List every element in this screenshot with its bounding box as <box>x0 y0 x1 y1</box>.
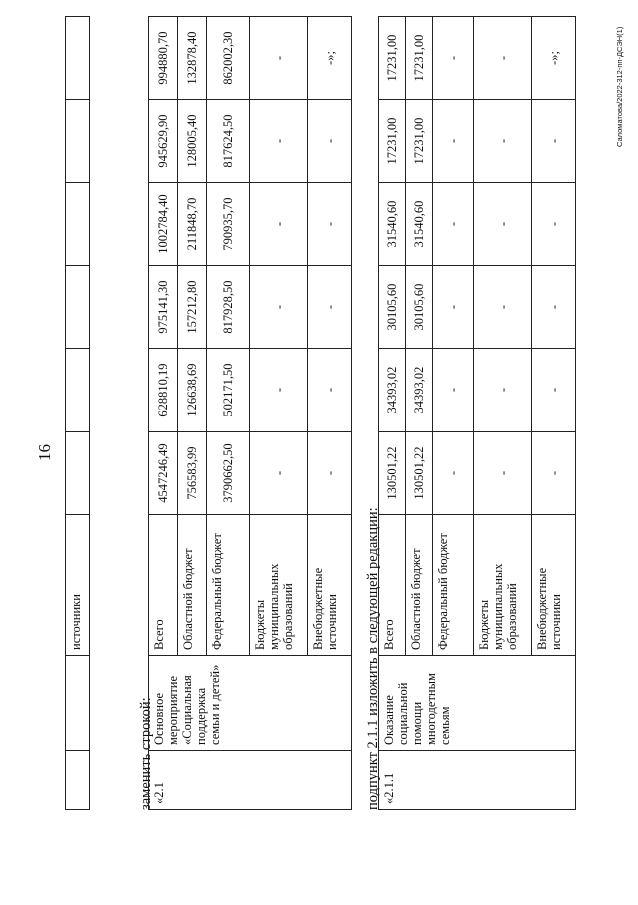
measure-table-2-1-1 <box>378 16 576 810</box>
amount-cell: - <box>433 432 474 515</box>
amount-cell: - <box>474 432 532 515</box>
amount-cell: 817928,50 <box>207 266 250 349</box>
amount-cell: 31540,60 <box>406 183 433 266</box>
amount-cell: - <box>250 349 308 432</box>
amount-cell: 817624,50 <box>207 100 250 183</box>
amount-cell: - <box>474 349 532 432</box>
amount-cell: 130501,22 <box>406 432 433 515</box>
continuation-cell <box>66 349 90 432</box>
amount-cell: - <box>250 266 308 349</box>
funding-source: Внебюджетные источники <box>532 515 576 656</box>
amount-cell: 34393,02 <box>406 349 433 432</box>
table-row <box>379 17 406 810</box>
amount-cell: - <box>433 349 474 432</box>
funding-source: Бюджеты муниципальных образований <box>474 515 532 656</box>
amount-cell: - <box>250 100 308 183</box>
amount-cell: 157212,80 <box>178 266 207 349</box>
amount-cell: - <box>433 100 474 183</box>
continuation-cell <box>66 751 90 810</box>
funding-source: Внебюджетные источники <box>308 515 352 656</box>
amount-cell: 126638,69 <box>178 349 207 432</box>
amount-cell: -»; <box>308 17 352 100</box>
amount-cell: 130501,22 <box>379 432 406 515</box>
amount-cell: 4547246,49 <box>149 432 178 515</box>
amount-cell: 628810,19 <box>149 349 178 432</box>
funding-source: Федеральный бюджет <box>433 515 474 656</box>
amount-cell: 756583,99 <box>178 432 207 515</box>
continuation-table <box>65 16 90 810</box>
amount-cell: - <box>308 349 352 432</box>
page-number: 16 <box>35 444 54 461</box>
continuation-cell <box>66 656 90 751</box>
table-row <box>149 17 178 810</box>
amount-cell: - <box>308 100 352 183</box>
amount-cell: 17231,00 <box>379 100 406 183</box>
document-footer: Саломатова/2022-312-пп-ДСЭН(1) <box>615 26 624 147</box>
amount-cell: - <box>532 100 576 183</box>
amount-cell: - <box>532 432 576 515</box>
amount-cell: 790935,70 <box>207 183 250 266</box>
amount-cell: 862002,30 <box>207 17 250 100</box>
item-name: Основное мероприятие «Социальная поддержка семьи и детей» <box>149 656 352 751</box>
amount-cell: 34393,02 <box>379 349 406 432</box>
amount-cell: - <box>532 349 576 432</box>
amount-cell: 502171,50 <box>207 349 250 432</box>
funding-source: Бюджеты муниципальных образований <box>250 515 308 656</box>
amount-cell: 132878,40 <box>178 17 207 100</box>
amount-cell: - <box>250 17 308 100</box>
continuation-cell <box>66 432 90 515</box>
caption-replace: заменить строкой: <box>138 697 154 810</box>
item-number: «2.1.1 <box>379 751 576 810</box>
amount-cell: 945629,90 <box>149 100 178 183</box>
continuation-cell <box>66 17 90 100</box>
funding-source: Областной бюджет <box>406 515 433 656</box>
amount-cell: - <box>250 183 308 266</box>
amount-cell: 17231,00 <box>379 17 406 100</box>
continuation-cell <box>66 100 90 183</box>
item-name: Оказание социальной помощи многодетным семьям <box>379 656 576 751</box>
funding-source: Федеральный бюджет <box>207 515 250 656</box>
amount-cell: - <box>474 100 532 183</box>
amount-cell: 211848,70 <box>178 183 207 266</box>
continuation-cell: источники <box>66 515 90 656</box>
amount-cell: - <box>532 266 576 349</box>
amount-cell: 17231,00 <box>406 17 433 100</box>
amount-cell: - <box>250 432 308 515</box>
amount-cell: - <box>433 17 474 100</box>
continuation-cell <box>66 266 90 349</box>
amount-cell: - <box>474 266 532 349</box>
funding-source: Всего <box>379 515 406 656</box>
amount-cell: - <box>308 432 352 515</box>
measure-table-2-1 <box>148 16 352 810</box>
continuation-cell <box>66 183 90 266</box>
amount-cell: - <box>308 183 352 266</box>
amount-cell: 30105,60 <box>406 266 433 349</box>
amount-cell: 17231,00 <box>406 100 433 183</box>
amount-cell: 128005,40 <box>178 100 207 183</box>
funding-source: Всего <box>149 515 178 656</box>
amount-cell: -»; <box>532 17 576 100</box>
amount-cell: - <box>433 183 474 266</box>
amount-cell: - <box>474 17 532 100</box>
amount-cell: - <box>474 183 532 266</box>
item-number: «2.1 <box>149 751 352 810</box>
amount-cell: 3790662,50 <box>207 432 250 515</box>
amount-cell: 31540,60 <box>379 183 406 266</box>
amount-cell: 30105,60 <box>379 266 406 349</box>
amount-cell: 994880,70 <box>149 17 178 100</box>
amount-cell: - <box>433 266 474 349</box>
amount-cell: - <box>308 266 352 349</box>
amount-cell: 975141,30 <box>149 266 178 349</box>
amount-cell: - <box>532 183 576 266</box>
funding-source: Областной бюджет <box>178 515 207 656</box>
amount-cell: 1002784,40 <box>149 183 178 266</box>
caption-revise: подпункт 2.1.1 изложить в следующей редакции: <box>365 507 381 810</box>
